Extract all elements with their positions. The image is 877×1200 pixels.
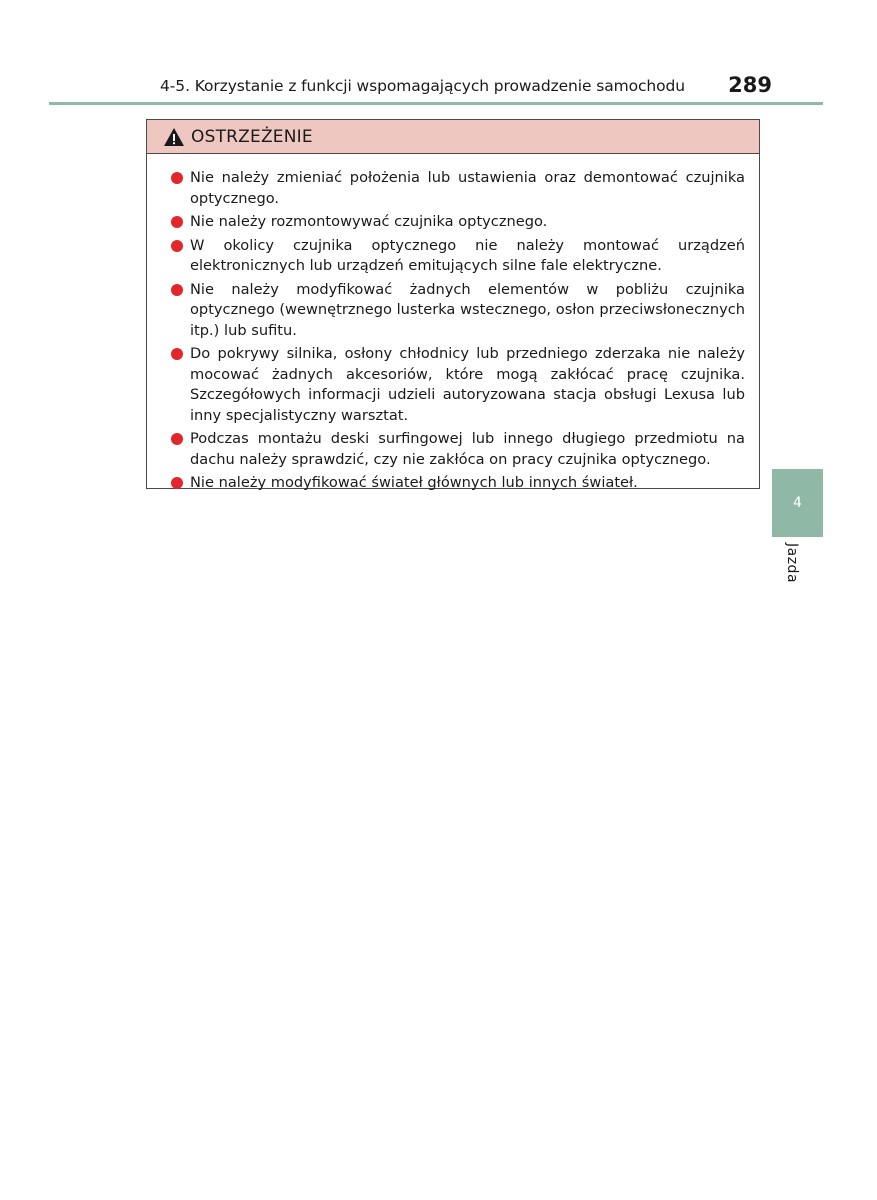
warning-triangle-icon: [163, 127, 185, 147]
list-item-text: Nie należy rozmontowywać czujnika optycznego.: [190, 213, 548, 230]
list-item-text: Nie należy zmieniać położenia lub ustawienia oraz demontować czujnika optycznego.: [190, 169, 745, 207]
list-item-text: Do pokrywy silnika, osłony chłodnicy lub przedniego zderzaka nie należy mocować żadnych akcesoriów, które mogą zakłócać pracę czujnika. Szczegółowych informacji udzieli autoryzowana stacja obsługi Lexusa lub inny specjalistyczny warsztat.: [190, 345, 745, 424]
warning-list: [147, 154, 759, 494]
list-item: [171, 280, 745, 342]
list-item-text: Nie należy modyfikować świateł głównych lub innych świateł.: [190, 474, 638, 491]
chapter-tab[interactable]: [772, 469, 823, 537]
warning-title: OSTRZEŻENIE: [191, 126, 313, 147]
list-item: [171, 344, 745, 426]
page-number: 289: [728, 73, 772, 97]
chapter-label: Jazda: [784, 543, 800, 584]
chapter-number: 4: [793, 495, 802, 511]
list-item-text: W okolicy czujnika optycznego nie należy montować urządzeń elektronicznych lub urządzeń emitujących silne fale elektryczne.: [190, 236, 745, 274]
bullet-icon: [171, 240, 183, 252]
bullet-icon: [171, 172, 183, 184]
bullet-icon: [171, 284, 183, 296]
section-title: 4-5. Korzystanie z funkcji wspomagających prowadzenie samochodu: [160, 77, 685, 95]
list-item: [171, 236, 745, 277]
warning-box: [146, 119, 760, 489]
list-item-text: Nie należy modyfikować żadnych elementów w pobliżu czujnika optycznego (wewnętrznego lusterka wstecznego, osłon przeciwsłonecznych itp.) lub sufitu.: [190, 280, 745, 339]
bullet-icon: [171, 433, 183, 445]
header-divider: [49, 102, 823, 105]
warning-header: [147, 120, 759, 154]
list-item: [171, 168, 745, 209]
bullet-icon: [171, 348, 183, 360]
bullet-icon: [171, 216, 183, 228]
list-item: [171, 429, 745, 470]
list-item-text: Podczas montażu deski surfingowej lub innego długiego przedmiotu na dachu należy sprawdzić, czy nie zakłóca on pracy czujnika optycznego.: [190, 430, 745, 468]
list-item: [171, 212, 745, 233]
bullet-icon: [171, 477, 183, 489]
list-item: [171, 473, 745, 494]
